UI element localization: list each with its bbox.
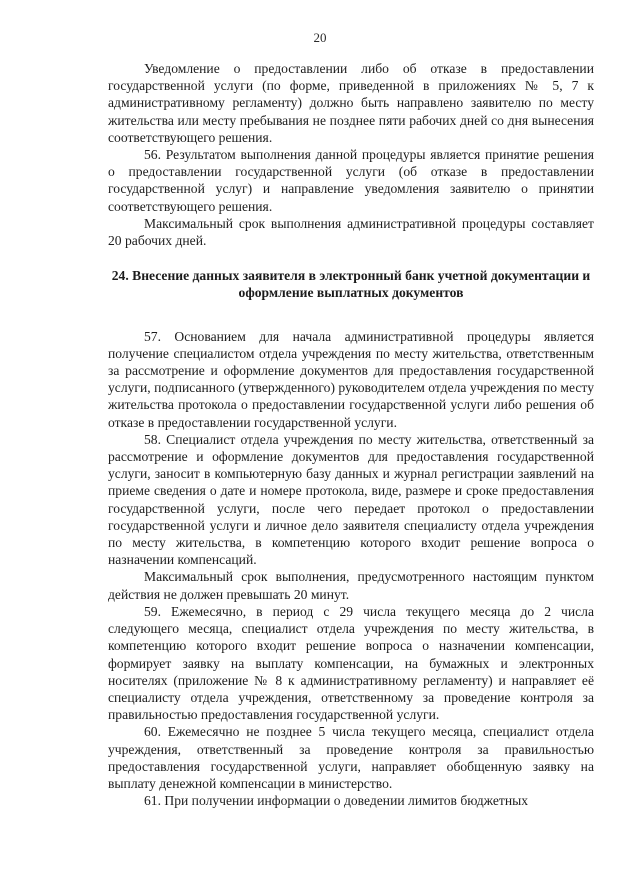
paragraph-59: 59. Ежемесячно, в период с 29 числа текущего месяца до 2 числа следующего месяца, специалист отдела учреждения по месту жительства, в компетенцию которого входит решение вопроса о назначении компенсации, формирует заявку на выплату компенсации, на бумажных и электронных носителях (приложение № 8 к административному регламенту) и направляет её специалисту отдела учреждения, ответственному за проведение контроля за правильностью предоставления государственной услуги. [108, 603, 594, 723]
paragraph-notification: Уведомление о предоставлении либо об отказе в предоставлении государственной услуги (по форме, приведенной в приложениях № 5, 7 к административному регламенту) должно быть направлено заявителю по месту жительства или месту пребывания не позднее пяти рабочих дней со дня вынесения соответствующего решения. [108, 61, 594, 145]
page-number: 20 [313, 30, 327, 45]
paragraph-56: 56. Результатом выполнения данной процедуры является принятие решения о предоставлении государственной услуги (об отказе в предоставлении государственной услуг) и направление уведомления заявителю о принятии соответствующего решения. [108, 147, 594, 214]
paragraph-57: 57. Основанием для начала административной процедуры является получение специалистом отдела учреждения по месту жительства, ответственным за рассмотрение и оформление документов для предоставления государственной услуги, подписанного (утвержденного) руководителем отдела учреждения по месту жительства протокола о предоставлении государственной услуги либо решения об отказе в предоставлении государственной услуги. [108, 328, 594, 430]
paragraph-max-term-2: Максимальный срок выполнения, предусмотренного настоящим пунктом действия не должен превышать 20 минут. [108, 569, 594, 602]
paragraph-max-term-1: Максимальный срок выполнения административной процедуры составляет 20 рабочих дней. [108, 215, 594, 249]
paragraph-60: 60. Ежемесячно не позднее 5 числа текущего месяца, специалист отдела учреждения, ответственный за проведение контроля за правильностью предоставления государственной услуги, направляет обобщенную заявку на выплату денежной компенсации в министерство. [108, 724, 594, 791]
paragraph-58: 58. Специалист отдела учреждения по месту жительства, ответственный за рассмотрение и оформление документов для предоставления государственной услуги, заносит в компьютерную базу данных и журнал регистрации заявлений на приеме сведения о дате и номере протокола, виде, размере и сроке предоставления государственной услуги, после чего передает протокол о предоставлении государственной услуги и личное дело заявителя специалисту отдела учреждения по месту жительства, в компетенцию которого входит решение вопроса о назначении компенсаций. [108, 431, 594, 568]
section-heading-24: 24. Внесение данных заявителя в электронный банк учетной документации и оформление выплатных документов [111, 268, 591, 301]
document-body [108, 60, 594, 809]
paragraph-61: 61. При получении информации о доведении лимитов бюджетных [144, 793, 529, 809]
